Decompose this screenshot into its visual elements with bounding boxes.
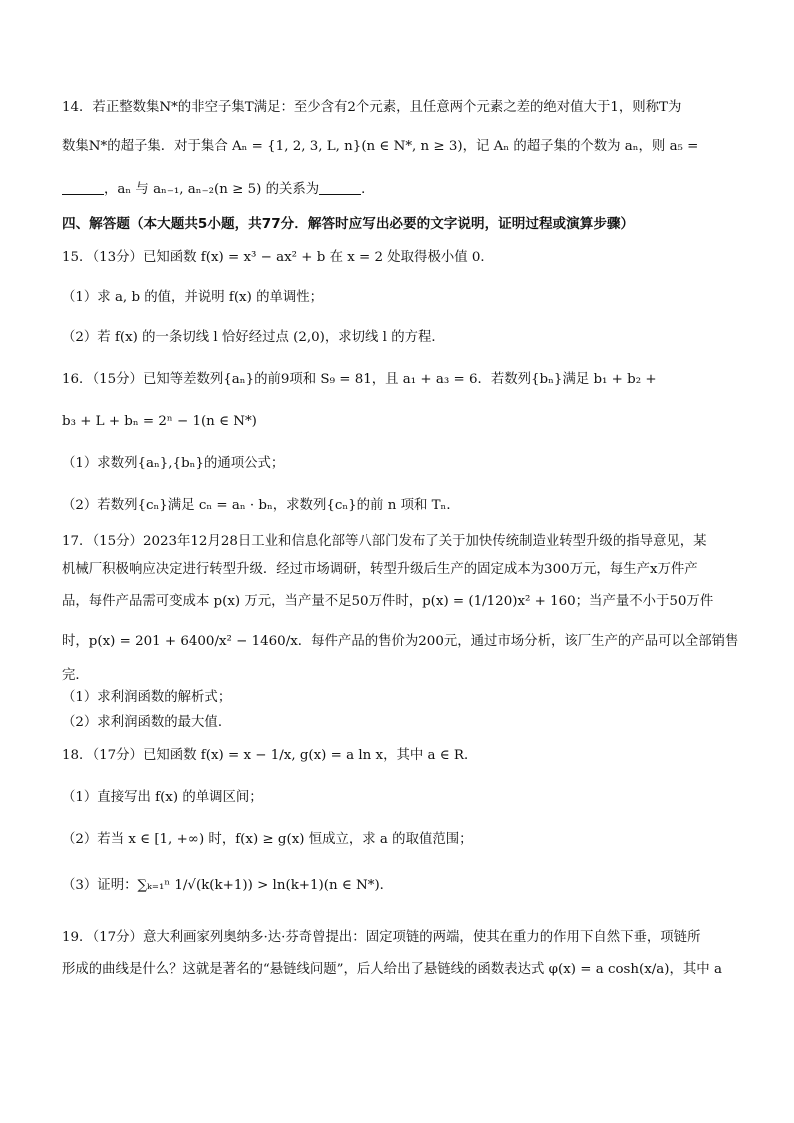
q15-part-2: （2）若 f(x) 的一条切线 l 恰好经过点 (2,0)，求切线 l 的方程． (62, 330, 445, 345)
q14-line-3-tail: ． (361, 182, 375, 197)
q16-stem-2: b₃ + L + bₙ = 2ⁿ − 1(n ∈ N*) (62, 414, 257, 429)
q17-line-3: 品，每件产品需可变成本 p(x) 万元，当产量不足50万件时，p(x) = (1/120)x² + 160；当产量不小于50万件 (62, 594, 714, 609)
q18-part-1: （1）直接写出 f(x) 的单调区间； (62, 790, 263, 805)
q14-line-3 (62, 180, 742, 200)
q17-line-1: 17．（15分）2023年12月28日工业和信息化部等八部门发布了关于加快传统制造业转型升级的指导意见，某 (62, 534, 707, 549)
section-heading: 四、解答题（本大题共5小题，共77分．解答时应写出必要的文字说明，证明过程或演算步骤） (62, 216, 635, 232)
q14-line-3-text: ，aₙ 与 aₙ₋₁, aₙ₋₂(n ≥ 5) 的关系为 ． (104, 182, 375, 197)
q19-line-2: 形成的曲线是什么？这就是著名的“悬链线问题”，后人给出了悬链线的函数表达式 φ(x) = a cosh(x/a)，其中 a (62, 962, 722, 977)
q17-part-2: （2）求利润函数的最大值． (62, 715, 232, 730)
q17-line-5: 完． (62, 668, 89, 683)
q15-stem: 15．（13分）已知函数 f(x) = x³ − ax² + b 在 x = 2 处取得极小值 0． (62, 250, 494, 265)
q14-line-2: 数集N*的超子集．对于集合 Aₙ = {1, 2, 3, L, n}(n ∈ N*, n ≥ 3)，记 Aₙ 的超子集的个数为 aₙ，则 a₅ = (62, 139, 699, 154)
q18-stem: 18．（17分）已知函数 f(x) = x − 1/x, g(x) = a ln x，其中 a ∈ R． (62, 748, 478, 763)
q15-part-1: （1）求 a, b 的值，并说明 f(x) 的单调性； (62, 290, 324, 305)
q16-part-1: （1）求数列{aₙ},{bₙ}的通项公式； (62, 456, 285, 471)
answer-blank-1[interactable] (62, 180, 104, 195)
q16-part-2: （2）若数列{cₙ}满足 cₙ = aₙ · bₙ，求数列{cₙ}的前 n 项和 Tₙ． (62, 498, 460, 513)
q19-line-1: 19．（17分）意大利画家列奥纳多·达·芬奇曾提出：固定项链的两端，使其在重力的作用下自然下垂，项链所 (62, 930, 701, 945)
q17-part-1: （1）求利润函数的解析式； (62, 690, 232, 705)
q18-part-2: （2）若当 x ∈ [1, +∞) 时，f(x) ≥ g(x) 恒成立，求 a 的取值范围； (62, 832, 473, 847)
q17-line-4: 时，p(x) = 201 + 6400/x² − 1460/x．每件产品的售价为200元，通过市场分析，该厂生产的产品可以全部销售 (62, 634, 739, 649)
q17-line-2: 机械厂积极响应决定进行转型升级．经过市场调研，转型升级后生产的固定成本为300万元，每生产x万件产 (62, 562, 698, 577)
q14-line-1: 14．若正整数集N*的非空子集T满足：至少含有2个元素，且任意两个元素之差的绝对值大于1，则称T为 (62, 100, 682, 115)
answer-blank-2[interactable] (319, 180, 361, 195)
q16-stem-1: 16．（15分）已知等差数列{aₙ}的前9项和 S₉ = 81，且 a₁ + a₃ = 6．若数列{bₙ}满足 b₁ + b₂ + (62, 372, 657, 387)
q18-part-3: （3）证明：∑ₖ₌₁ⁿ 1/√(k(k+1)) > ln(k+1)(n ∈ N*)． (62, 878, 394, 893)
